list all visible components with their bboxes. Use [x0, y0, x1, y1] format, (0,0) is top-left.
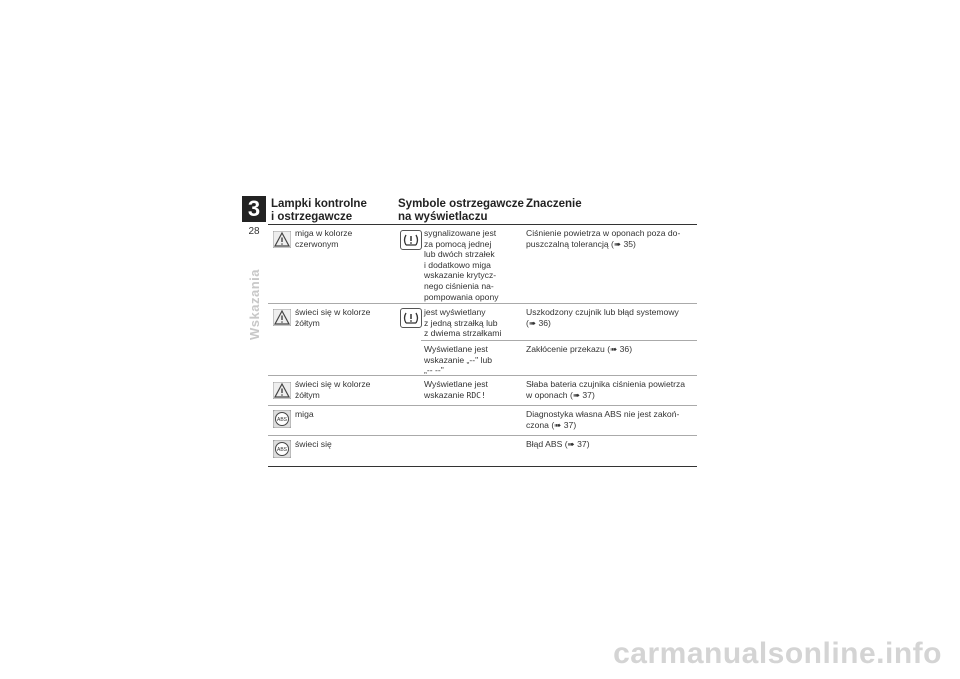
svg-text:ABS: ABS	[276, 447, 288, 453]
header-divider	[268, 224, 697, 225]
chapter-number: 3	[242, 196, 266, 222]
row6-lamp: świeci się	[295, 439, 332, 449]
rdc-code: RDC!	[466, 390, 486, 400]
header-symbols: Symbole ostrzegawcze na wyświetlaczu	[398, 198, 524, 223]
warning-triangle-icon	[273, 231, 291, 248]
row-divider	[421, 340, 697, 341]
row1-meaning: Ciśnienie powietrza w oponach poza do- puszczalną tolerancją (➠ 35)	[526, 228, 681, 249]
row-divider	[268, 435, 697, 436]
row6-meaning: Błąd ABS (➠ 37)	[526, 439, 590, 449]
row3-symbol: Wyświetlane jest wskazanie „--" lub „-- --"	[424, 344, 493, 376]
row2-lamp: świeci się w kolorze żółtym	[295, 307, 371, 328]
row4-symbol: Wyświetlane jest wskazanie RDC!	[424, 379, 488, 400]
table-bottom-rule	[268, 466, 697, 467]
warning-triangle-icon	[273, 309, 291, 326]
row1-lamp: miga w kolorze czerwonym	[295, 228, 353, 249]
chapter-title: Wskazania	[247, 269, 262, 340]
row-divider	[268, 303, 697, 304]
abs-icon	[273, 410, 291, 428]
svg-text:ABS: ABS	[276, 417, 288, 423]
header-lamps: Lampki kontrolne i ostrzegawcze	[271, 198, 367, 223]
row-divider	[268, 375, 697, 376]
row3-meaning: Zakłócenie przekazu (➠ 36)	[526, 344, 633, 354]
row2-symbol: jest wyświetlany z jedną strzałką lub z dwiema strzałkami	[424, 307, 502, 339]
tyre-pressure-icon	[400, 308, 422, 328]
row5-meaning: Diagnostyka własna ABS nie jest zakoń- czona (➠ 37)	[526, 409, 680, 430]
tyre-pressure-icon	[400, 230, 422, 250]
row4-meaning: Słaba bateria czujnika ciśnienia powietrza w oponach (➠ 37)	[526, 379, 686, 400]
row1-symbol: sygnalizowane jest za pomocą jednej lub dwóch strzałek i dodatkowo miga wskazanie krytycz- nego ciśnienia na- pompowania opony	[424, 228, 499, 302]
row4-lamp: świeci się w kolorze żółtym	[295, 379, 371, 400]
header-meaning: Znaczenie	[526, 198, 582, 210]
row5-lamp: miga	[295, 409, 314, 419]
page-number: 28	[248, 226, 260, 237]
row-divider	[268, 405, 697, 406]
row2-meaning: Uszkodzony czujnik lub błąd systemowy (➠ 36)	[526, 307, 679, 328]
watermark: carmanualsonline.info	[613, 637, 942, 670]
warning-triangle-icon	[273, 382, 291, 399]
abs-icon	[273, 440, 291, 458]
